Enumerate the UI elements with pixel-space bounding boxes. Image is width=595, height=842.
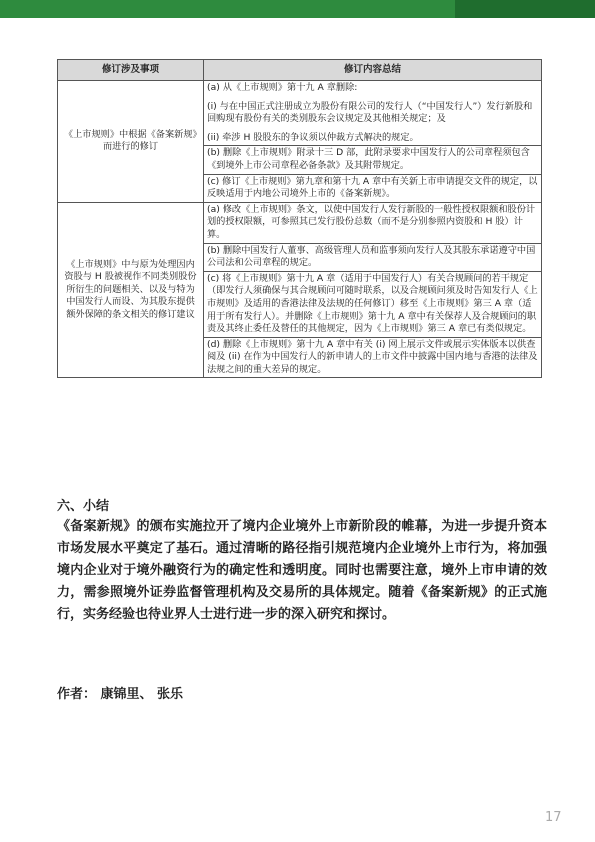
revision-table-wrapper xyxy=(57,59,541,378)
table-header-row xyxy=(58,60,542,81)
header-bar xyxy=(0,0,595,18)
group2-cell-c: (c) 将《上市规则》第十九 A 章（适用于中国发行人）有关合规顾问的若干规定（即发行人须确保与其合规顾问可随时联系，以及合规顾问须及时告知发行人《上市规则》及适用的香港法律及法规的任何修订）移至《上市规则》第三 A 章（适用于所有发行人）。并删除《上市规则》第十九 A 章中有关保荐人及合规顾问的职责及其终止委任及替任的其他规定，因为《上市规则》第三 A 章已有类似规定。 xyxy=(204,271,542,337)
group1-item: 《上市规则》中根据《备案新规》而进行的修订 xyxy=(58,81,204,203)
summary-paragraph: 《备案新规》的颁布实施拉开了境内企业境外上市新阶段的帷幕，为进一步提升资本市场发展水平奠定了基石。通过清晰的路径指引规范境内企业境外上市行为，将加强境内企业对于境外融资行为的确定性和透明度。同时也需要注意，境外上市申请的效力，需参照境外证券监督管理机构及交易所的具体规定。随着《备案新规》的正式施行，实务经验也待业界人士进行进一步的深入研究和探讨。 xyxy=(57,519,547,622)
group2-item: 《上市规则》中与原为处理因内资股与 H 股被视作不同类别股份所衍生的问题相关、以及与特为中国发行人而设、为其股东提供额外保障的条文相关的修订建议 xyxy=(58,202,204,378)
revision-table xyxy=(57,59,542,378)
header-summary: 修订内容总结 xyxy=(204,60,542,81)
group1-cell-b: (b) 删除《上市规则》附录十三 D 部，此附录要求中国发行人的公司章程须包含《到境外上市公司章程必备条款》及其附带规定。 xyxy=(204,146,542,174)
cell-text: (i) 与在中国正式注册成立为股份有限公司的发行人（“中国发行人”）发行新股和回购现有股份有关的类别股东会议规定及其他相关规定；及 xyxy=(207,100,533,125)
section-title: 六、小结 xyxy=(57,499,110,514)
group2-cell-b: (b) 删除中国发行人董事、高级管理人员和监事须向发行人及其股东承诺遵守中国公司法和公司章程的规定。 xyxy=(204,243,542,271)
group2-cell-d: (d) 删除《上市规则》第十九 A 章中有关 (i) 网上展示文件或展示实体版本以供查阅及 (ii) 在作为中国发行人的新申请人的上市文件中披露中国内地与香港的法律及法规之间的重大差异的规定。 xyxy=(204,337,542,378)
table-row xyxy=(58,202,542,243)
group1-cell-c: (c) 修订《上市规则》第九章和第十九 A 章中有关新上市申请提交文件的规定，以反映适用于内地公司境外上市的《备案新规》。 xyxy=(204,174,542,202)
header-item: 修订涉及事项 xyxy=(58,60,204,81)
group2-cell-a: (a) 修改《上市规则》条文，以使中国发行人发行新股的一般性授权限额和股份计划的授权限额，可参照其已发行股份总数（而不是分别参照内资股和 H 股）计算。 xyxy=(204,202,542,243)
header-bar-accent xyxy=(455,0,595,18)
author-line: 作者： 康锦里、 张乐 xyxy=(57,687,184,702)
cell-text: (a) 从《上市规则》第十九 A 章删除: xyxy=(207,82,358,93)
cell-text: (ii) 牵涉 H 股股东的争议须以仲裁方式解决的规定。 xyxy=(207,131,419,143)
table-row xyxy=(58,81,542,146)
group1-cell-a xyxy=(204,81,542,146)
page-number: 17 xyxy=(545,810,562,825)
